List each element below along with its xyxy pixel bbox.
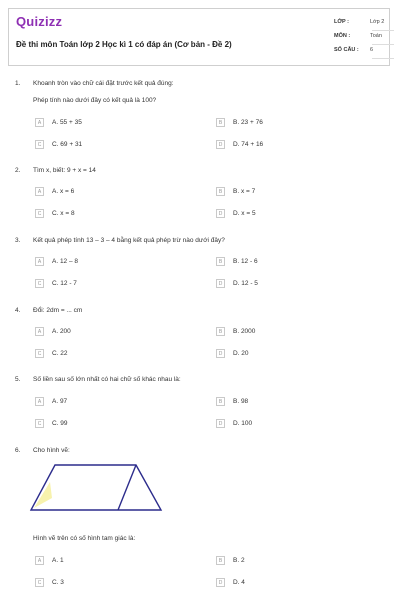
question-number: 2. <box>15 167 21 174</box>
meta-value: Toán <box>370 33 382 39</box>
option-letter-box: D <box>216 578 225 587</box>
option-text: C. 22 <box>52 350 68 357</box>
question-text: Cho hình vẽ: <box>33 447 70 454</box>
question-number: 6. <box>15 447 21 454</box>
option-letter-box: D <box>216 209 225 218</box>
meta-row-class <box>334 17 394 31</box>
option-text: A. x = 6 <box>52 188 75 195</box>
option-letter-box: C <box>35 140 44 149</box>
option-letter-box: B <box>216 257 225 266</box>
option-letter-box: D <box>216 349 225 358</box>
meta-label: MÔN : <box>334 33 351 39</box>
quizizz-logo: Quizizz <box>16 14 63 29</box>
figure-diagonal <box>118 465 136 510</box>
option-letter-box: A <box>35 397 44 406</box>
option-letter-box: B <box>216 187 225 196</box>
option-letter-box: B <box>216 556 225 565</box>
question-subtext: Phép tính nào dưới đây có kết quả là 100? <box>33 97 157 104</box>
option-letter-box: A <box>35 118 44 127</box>
meta-row-subject <box>334 31 394 45</box>
option-letter-box: C <box>35 209 44 218</box>
option-letter-box: A <box>35 257 44 266</box>
option-text: D. 4 <box>233 579 245 586</box>
option-letter-box: A <box>35 187 44 196</box>
option-text: A. 1 <box>52 557 64 564</box>
option-text: C. 3 <box>52 579 64 586</box>
option-text: A. 55 + 35 <box>52 119 82 126</box>
meta-label: SỐ CÂU : <box>334 47 359 53</box>
question-number: 3. <box>15 237 21 244</box>
option-text: C. 99 <box>52 420 68 427</box>
option-text: C. 69 + 31 <box>52 141 83 148</box>
meta-value: 6 <box>370 47 374 53</box>
question-text: Tìm x, biết: 9 + x = 14 <box>33 167 96 174</box>
meta-underline <box>372 58 394 59</box>
option-text: A. 200 <box>52 328 71 335</box>
option-letter-box: D <box>216 140 225 149</box>
question-number: 1. <box>15 80 21 87</box>
question-subtext: Hình vẽ trên có số hình tam giác là: <box>33 535 136 542</box>
option-text: B. x = 7 <box>233 188 256 195</box>
page-title: Đề thi môn Toán lớp 2 Học kì 1 có đáp án (Cơ bản - Đề 2) <box>16 40 232 49</box>
option-text: D. x = 5 <box>233 210 256 217</box>
option-letter-box: B <box>216 118 225 127</box>
meta-row-question-count <box>334 45 394 59</box>
question-text: Khoanh tròn vào chữ cái đặt trước kết quả đúng: <box>33 80 174 87</box>
triangle-figure <box>28 460 168 516</box>
option-letter-box: D <box>216 279 225 288</box>
option-letter-box: C <box>35 419 44 428</box>
option-text: D. 74 + 16 <box>233 141 264 148</box>
option-text: A. 12 – 8 <box>52 258 79 265</box>
option-text: B. 98 <box>233 398 249 405</box>
option-letter-box: C <box>35 578 44 587</box>
option-letter-box: D <box>216 419 225 428</box>
question-text: Số liền sau số lớn nhất có hai chữ số khác nhau là: <box>33 376 181 383</box>
meta-info <box>334 17 394 59</box>
option-text: B. 23 + 76 <box>233 119 263 126</box>
option-letter-box: C <box>35 349 44 358</box>
option-letter-box: B <box>216 397 225 406</box>
question-text: Kết quả phép tính 13 – 3 – 4 bằng kết quả phép trừ nào dưới đây? <box>33 237 225 244</box>
option-text: D. 12 - 5 <box>233 280 258 287</box>
question-number: 5. <box>15 376 21 383</box>
question-number: 4. <box>15 307 21 314</box>
option-letter-box: B <box>216 327 225 336</box>
worksheet-header <box>8 8 390 66</box>
figure-highlight <box>34 482 52 508</box>
question-text: Đổi: 2dm = ... cm <box>33 307 83 314</box>
option-letter-box: A <box>35 556 44 565</box>
option-letter-box: C <box>35 279 44 288</box>
option-letter-box: A <box>35 327 44 336</box>
option-text: D. 100 <box>233 420 253 427</box>
option-text: C. x = 8 <box>52 210 75 217</box>
option-text: C. 12 - 7 <box>52 280 77 287</box>
option-text: D. 20 <box>233 350 249 357</box>
option-text: A. 97 <box>52 398 68 405</box>
option-text: B. 2 <box>233 557 245 564</box>
meta-label: LỚP : <box>334 19 349 25</box>
meta-value: Lớp 2 <box>370 19 385 25</box>
option-text: B. 12 - 6 <box>233 258 258 265</box>
option-text: B. 2000 <box>233 328 256 335</box>
